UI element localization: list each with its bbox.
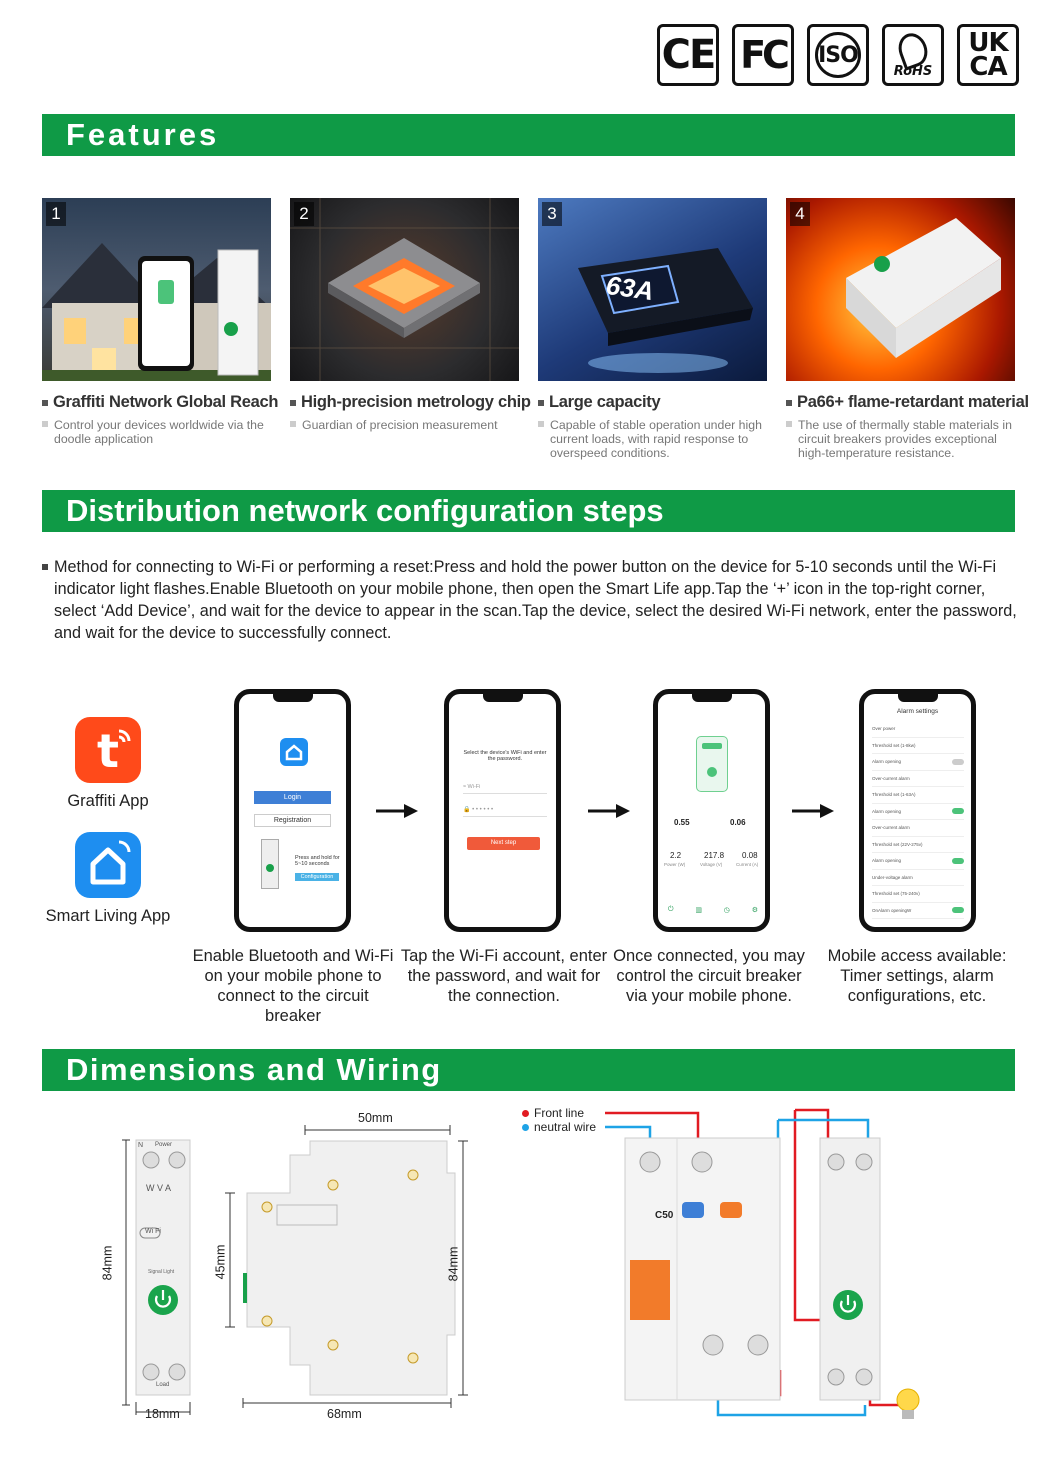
value-power-w: 2.2	[670, 851, 682, 860]
smart-living-app-label: Smart Living App	[45, 907, 171, 925]
alarm-row[interactable]: Alarm opening	[872, 804, 964, 821]
alarm-settings-title: Alarm settings	[896, 708, 939, 715]
side-view-drawing	[215, 1125, 475, 1425]
alarm-row[interactable]: Threshold set (1-63A)	[872, 787, 964, 804]
alarm-row[interactable]: OnAlarm openingW	[872, 903, 964, 920]
alarm-row[interactable]: Threshold set (75-240v)	[872, 886, 964, 903]
front-width-label: 18mm	[145, 1407, 180, 1421]
bottom-nav[interactable]	[668, 906, 758, 914]
ukca-mark-icon: UK CA	[957, 24, 1019, 86]
certification-badges	[657, 24, 1019, 86]
rohs-mark-icon: RoHS	[882, 24, 944, 86]
fcc-mark-icon: FC	[732, 24, 794, 86]
alarm-row[interactable]: Alarm opening	[872, 853, 964, 870]
iso-mark-icon: ISO	[807, 24, 869, 86]
feature-number: 3	[542, 202, 562, 226]
feature-number: 4	[790, 202, 810, 226]
value-voltage: 217.8	[704, 851, 725, 860]
front-power-label: Power	[155, 1142, 173, 1148]
capacity-badge: 63A	[604, 269, 656, 307]
alarm-row[interactable]: Over power	[872, 721, 964, 738]
step-caption-2: Tap the Wi-Fi account, enter the password, and wait for the connection.	[400, 947, 608, 1005]
value-power: 0.55	[674, 818, 690, 827]
power-icon: ⏻	[668, 906, 674, 913]
graffiti-app-label: Graffiti App	[67, 792, 149, 810]
value-energy: 0.06	[730, 818, 746, 827]
breaker-rating-label: C50	[655, 1210, 674, 1221]
feature-card-flame	[786, 198, 1029, 460]
hold-instruction: Press and hold for 5~10 seconds	[295, 855, 340, 867]
flame-photo	[786, 198, 1015, 381]
feature-description: The use of thermally stable materials in circuit breakers provides exceptional high-temperature resistance.	[786, 418, 1015, 460]
next-step-button[interactable]: Next step	[467, 837, 540, 850]
front-wifi-label: Wi Fi	[145, 1228, 161, 1235]
phone-wifi-screen	[444, 689, 561, 932]
configuration-button[interactable]: Configuration	[295, 873, 339, 881]
phone-control-screen	[653, 689, 770, 932]
home-icon	[280, 738, 308, 766]
front-load-label: Load	[156, 1382, 170, 1388]
toggle-switch	[952, 907, 964, 913]
feature-title: Pa66+ flame-retardant material	[786, 393, 1015, 412]
alarm-row[interactable]: Alarm opening	[872, 754, 964, 771]
feature-card-chip	[290, 198, 531, 432]
front-height-label: 84mm	[100, 1245, 115, 1281]
features-heading: Features	[42, 114, 1015, 156]
alarm-row[interactable]: Threshold set (22V-275v)	[872, 837, 964, 854]
feature-card-capacity	[538, 198, 767, 460]
login-button[interactable]: Login	[254, 791, 331, 804]
method-paragraph: Method for connecting to Wi-Fi or performing a reset:Press and hold the power button on the device for 5-10 seconds until the Wi-Fi indicator light flashes.Enable Bluetooth on your mobile phone, then open the Smart Life app.Tap the ‘+’ icon in the top-right corner, select ‘Add Device’, and wait for the device to appear in the scan.Tap the device, select the desired Wi-Fi network, enter the password, and wait for the device to successfully connect.	[42, 556, 1017, 644]
legend-front-line: Front line	[522, 1106, 584, 1120]
unit-voltage: Voltage (V)	[700, 862, 723, 867]
phone-login-screen	[234, 689, 351, 932]
smart-living-app-icon	[75, 832, 141, 898]
device-image	[696, 736, 728, 792]
step-caption-3: Once connected, you may control the circuit breaker via your mobile phone.	[613, 947, 805, 1005]
feature-card-network	[42, 198, 279, 446]
step-caption-4: Mobile access available: Timer settings, alarm configurations, etc.	[827, 947, 1007, 1005]
toggle-switch	[952, 759, 964, 765]
side-height-label: 84mm	[446, 1246, 461, 1282]
feature-number: 1	[46, 202, 66, 226]
step-caption-1: Enable Bluetooth and Wi-Fi on your mobile phone to connect to the circuit breaker	[192, 947, 394, 1025]
graffiti-app-icon	[75, 717, 141, 783]
front-n-label: N	[138, 1142, 144, 1149]
feature-description: Capable of stable operation under high current loads, with rapid response to overspeed conditions.	[538, 418, 767, 460]
password-field[interactable]: 🔒 • • • • • •	[463, 806, 547, 817]
red-dot-icon	[522, 1110, 529, 1117]
capacity-photo	[538, 198, 767, 381]
unit-power: Power (W)	[664, 862, 686, 867]
registration-button[interactable]: Registration	[254, 814, 331, 827]
alarm-settings-list	[872, 721, 964, 919]
arrow-right-icon	[792, 803, 834, 819]
toggle-switch	[952, 808, 964, 814]
front-signal-label: Signal Light	[148, 1269, 175, 1275]
house-photo	[42, 198, 271, 381]
arrow-right-icon	[376, 803, 418, 819]
wiring-diagram	[600, 1100, 940, 1435]
unit-current: Current (A)	[736, 862, 759, 867]
alarm-row[interactable]: Threshold set (1-8kw)	[872, 738, 964, 755]
toggle-switch	[952, 858, 964, 864]
wifi-field[interactable]: ≈ Wi-Fi	[463, 784, 547, 794]
wifi-instruction: Select the device's WiFi and enter the password.	[463, 750, 547, 762]
legend-neutral-wire: neutral wire	[522, 1120, 596, 1134]
settings-icon: ⚙	[751, 907, 758, 914]
phone-alarm-screen	[859, 689, 976, 932]
side-depth-label: 68mm	[327, 1407, 362, 1421]
blue-dot-icon	[522, 1124, 529, 1131]
side-width-label: 50mm	[358, 1111, 393, 1125]
dimensions-heading: Dimensions and Wiring	[42, 1049, 1015, 1091]
feature-number: 2	[294, 202, 314, 226]
alarm-row[interactable]: Over-current alarm	[872, 771, 964, 788]
feature-title: Graffiti Network Global Reach	[42, 393, 271, 412]
alarm-row[interactable]: Over-current alarm	[872, 820, 964, 837]
side-inner-height-label: 45mm	[213, 1244, 228, 1280]
feature-description: Guardian of precision measurement	[290, 418, 519, 432]
wifi-icon: ≈	[463, 784, 468, 790]
chart-icon: ▥	[695, 907, 702, 914]
alarm-row[interactable]: Under-voltage alarm	[872, 870, 964, 887]
feature-title: Large capacity	[538, 393, 767, 412]
feature-description: Control your devices worldwide via the doodle application	[42, 418, 271, 446]
svg-text:t: t	[97, 724, 119, 778]
front-wva-label: W V A	[146, 1183, 172, 1193]
ce-mark-icon: CE	[657, 24, 719, 86]
value-current: 0.08	[742, 851, 758, 860]
arrow-right-icon	[588, 803, 630, 819]
front-view-drawing	[100, 1130, 200, 1425]
device-thumbnail	[261, 839, 279, 889]
chip-photo	[290, 198, 519, 381]
feature-title: High-precision metrology chip	[290, 393, 519, 412]
distribution-heading: Distribution network configuration steps	[42, 490, 1015, 532]
timer-icon: ◷	[723, 907, 730, 914]
